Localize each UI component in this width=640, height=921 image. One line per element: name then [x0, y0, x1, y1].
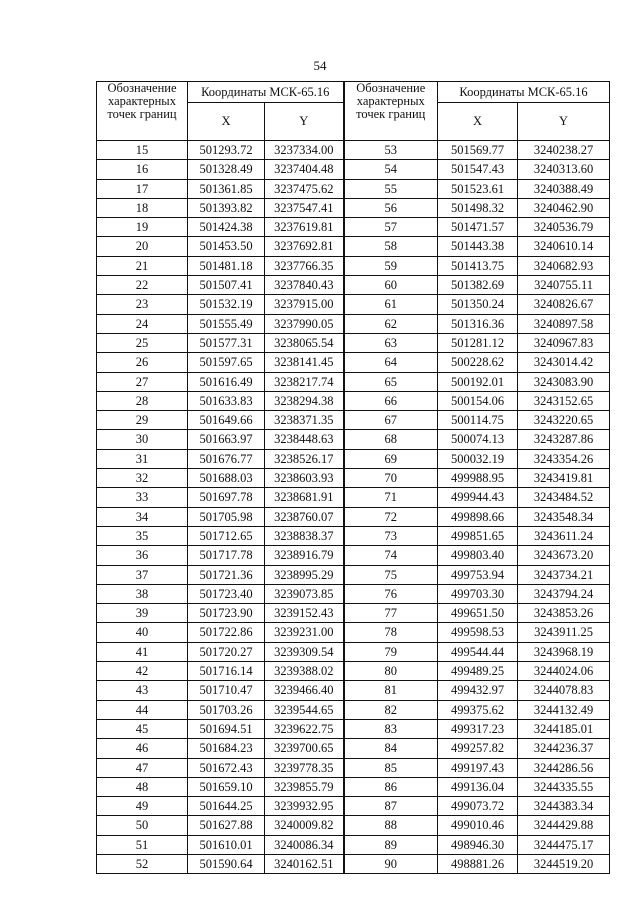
table-row: [97, 623, 610, 642]
left-y-coordinate: 3239152.43: [265, 604, 344, 623]
left-point-number: 25: [97, 333, 188, 352]
left-y-coordinate: 3240162.51: [265, 854, 344, 873]
table-row: [97, 391, 610, 410]
right-y-coordinate: 3244078.83: [518, 681, 610, 700]
right-point-number: 63: [344, 333, 438, 352]
left-x-coordinate: 501688.03: [188, 469, 265, 488]
left-y-coordinate: 3240009.82: [265, 816, 344, 835]
left-point-number: 32: [97, 469, 188, 488]
left-x-coordinate: 501703.26: [188, 700, 265, 719]
right-point-number: 73: [344, 526, 438, 545]
right-point-number: 86: [344, 777, 438, 796]
table-row: [97, 719, 610, 738]
left-x-coordinate: 501633.83: [188, 391, 265, 410]
left-y-coordinate: 3239466.40: [265, 681, 344, 700]
left-x-coordinate: 501361.85: [188, 179, 265, 198]
left-y-coordinate: 3237692.81: [265, 237, 344, 256]
right-x-coordinate: 501547.43: [438, 160, 518, 179]
left-point-number: 51: [97, 835, 188, 854]
right-y-coordinate: 3240462.90: [518, 198, 610, 217]
table-body: [97, 141, 610, 874]
right-point-number: 87: [344, 797, 438, 816]
left-point-number: 19: [97, 218, 188, 237]
table-row: [97, 662, 610, 681]
right-y-coordinate: 3240682.93: [518, 256, 610, 275]
right-x-coordinate: 499944.43: [438, 488, 518, 507]
left-y-coordinate: 3238995.29: [265, 565, 344, 584]
header-point-line1: Обозначение: [107, 81, 177, 95]
right-y-coordinate: 3243734.21: [518, 565, 610, 584]
table-row: [97, 218, 610, 237]
left-y-coordinate: 3238760.07: [265, 507, 344, 526]
right-point-number: 59: [344, 256, 438, 275]
right-x-coordinate: 501569.77: [438, 141, 518, 160]
left-point-number: 50: [97, 816, 188, 835]
left-point-number: 23: [97, 295, 188, 314]
left-point-number: 22: [97, 276, 188, 295]
left-point-number: 15: [97, 141, 188, 160]
right-x-coordinate: 499703.30: [438, 584, 518, 603]
table-row: [97, 237, 610, 256]
table-row: [97, 777, 610, 796]
left-point-number: 45: [97, 719, 188, 738]
right-point-number: 72: [344, 507, 438, 526]
header-coordinates-right: Координаты МСК-65.16: [438, 82, 610, 103]
left-y-coordinate: 3238294.38: [265, 391, 344, 410]
left-point-number: 38: [97, 584, 188, 603]
right-x-coordinate: 500228.62: [438, 353, 518, 372]
right-point-number: 69: [344, 449, 438, 468]
left-x-coordinate: 501590.64: [188, 854, 265, 873]
right-point-number: 57: [344, 218, 438, 237]
left-x-coordinate: 501393.82: [188, 198, 265, 217]
right-y-coordinate: 3243220.65: [518, 411, 610, 430]
left-y-coordinate: 3239700.65: [265, 739, 344, 758]
right-y-coordinate: 3243014.42: [518, 353, 610, 372]
left-y-coordinate: 3237334.00: [265, 141, 344, 160]
right-point-number: 60: [344, 276, 438, 295]
table-row: [97, 333, 610, 352]
right-point-number: 78: [344, 623, 438, 642]
table-row: [97, 642, 610, 661]
right-point-number: 71: [344, 488, 438, 507]
right-point-number: 67: [344, 411, 438, 430]
header-point-line1: Обозначение: [356, 81, 426, 95]
right-point-number: 66: [344, 391, 438, 410]
left-point-number: 48: [97, 777, 188, 796]
right-point-number: 75: [344, 565, 438, 584]
table-row: [97, 179, 610, 198]
left-y-coordinate: 3238065.54: [265, 333, 344, 352]
left-x-coordinate: 501644.25: [188, 797, 265, 816]
left-x-coordinate: 501293.72: [188, 141, 265, 160]
right-point-number: 80: [344, 662, 438, 681]
table-row: [97, 256, 610, 275]
left-y-coordinate: 3237404.48: [265, 160, 344, 179]
right-y-coordinate: 3243419.81: [518, 469, 610, 488]
left-y-coordinate: 3239932.95: [265, 797, 344, 816]
right-point-number: 65: [344, 372, 438, 391]
left-y-coordinate: 3238217.74: [265, 372, 344, 391]
table-row: [97, 411, 610, 430]
header-coordinates-left: Координаты МСК-65.16: [188, 82, 344, 103]
right-y-coordinate: 3240388.49: [518, 179, 610, 198]
right-point-number: 88: [344, 816, 438, 835]
right-y-coordinate: 3243287.86: [518, 430, 610, 449]
table-row: [97, 835, 610, 854]
right-y-coordinate: 3240313.60: [518, 160, 610, 179]
left-point-number: 49: [97, 797, 188, 816]
left-y-coordinate: 3238681.91: [265, 488, 344, 507]
right-y-coordinate: 3244132.49: [518, 700, 610, 719]
left-y-coordinate: 3237840.43: [265, 276, 344, 295]
right-y-coordinate: 3244429.88: [518, 816, 610, 835]
left-point-number: 52: [97, 854, 188, 873]
left-x-coordinate: 501663.97: [188, 430, 265, 449]
left-y-coordinate: 3237990.05: [265, 314, 344, 333]
left-y-coordinate: 3237547.41: [265, 198, 344, 217]
left-x-coordinate: 501721.36: [188, 565, 265, 584]
left-x-coordinate: 501577.31: [188, 333, 265, 352]
right-point-number: 85: [344, 758, 438, 777]
right-x-coordinate: 499489.25: [438, 662, 518, 681]
right-y-coordinate: 3243911.25: [518, 623, 610, 642]
left-point-number: 24: [97, 314, 188, 333]
left-point-number: 16: [97, 160, 188, 179]
right-x-coordinate: 498946.30: [438, 835, 518, 854]
right-x-coordinate: 500074.13: [438, 430, 518, 449]
coordinates-table: [96, 81, 610, 874]
header-point-line2: характерных: [356, 94, 425, 108]
left-x-coordinate: 501627.88: [188, 816, 265, 835]
left-x-coordinate: 501676.77: [188, 449, 265, 468]
left-y-coordinate: 3239388.02: [265, 662, 344, 681]
left-x-coordinate: 501453.50: [188, 237, 265, 256]
table-row: [97, 546, 610, 565]
right-x-coordinate: 501443.38: [438, 237, 518, 256]
left-point-number: 34: [97, 507, 188, 526]
right-y-coordinate: 3243152.65: [518, 391, 610, 410]
right-y-coordinate: 3243548.34: [518, 507, 610, 526]
right-point-number: 83: [344, 719, 438, 738]
table-row: [97, 758, 610, 777]
table-row: [97, 739, 610, 758]
table-row: [97, 353, 610, 372]
right-y-coordinate: 3243354.26: [518, 449, 610, 468]
left-point-number: 29: [97, 411, 188, 430]
right-y-coordinate: 3240967.83: [518, 333, 610, 352]
left-point-number: 37: [97, 565, 188, 584]
left-x-coordinate: 501717.78: [188, 546, 265, 565]
right-point-number: 90: [344, 854, 438, 873]
right-y-coordinate: 3243083.90: [518, 372, 610, 391]
right-x-coordinate: 499803.40: [438, 546, 518, 565]
right-x-coordinate: 500114.75: [438, 411, 518, 430]
right-x-coordinate: 500154.06: [438, 391, 518, 410]
left-x-coordinate: 501697.78: [188, 488, 265, 507]
left-point-number: 26: [97, 353, 188, 372]
right-y-coordinate: 3240610.14: [518, 237, 610, 256]
right-x-coordinate: 501350.24: [438, 295, 518, 314]
right-x-coordinate: 499753.94: [438, 565, 518, 584]
left-x-coordinate: 501424.38: [188, 218, 265, 237]
right-x-coordinate: 499257.82: [438, 739, 518, 758]
left-x-coordinate: 501616.49: [188, 372, 265, 391]
right-y-coordinate: 3244024.06: [518, 662, 610, 681]
left-x-coordinate: 501710.47: [188, 681, 265, 700]
left-point-number: 33: [97, 488, 188, 507]
left-x-coordinate: 501723.90: [188, 604, 265, 623]
left-y-coordinate: 3238603.93: [265, 469, 344, 488]
left-y-coordinate: 3237766.35: [265, 256, 344, 275]
header-y-left: Y: [265, 103, 344, 141]
left-y-coordinate: 3239073.85: [265, 584, 344, 603]
right-y-coordinate: 3244335.55: [518, 777, 610, 796]
right-y-coordinate: 3240755.11: [518, 276, 610, 295]
right-point-number: 53: [344, 141, 438, 160]
right-x-coordinate: 501413.75: [438, 256, 518, 275]
header-point-designation-right: [344, 82, 438, 141]
right-y-coordinate: 3244286.56: [518, 758, 610, 777]
header-point-line3: точек границ: [107, 107, 177, 121]
right-point-number: 74: [344, 546, 438, 565]
right-x-coordinate: 501498.32: [438, 198, 518, 217]
right-y-coordinate: 3243484.52: [518, 488, 610, 507]
left-point-number: 43: [97, 681, 188, 700]
left-point-number: 18: [97, 198, 188, 217]
right-point-number: 76: [344, 584, 438, 603]
left-y-coordinate: 3237915.00: [265, 295, 344, 314]
right-x-coordinate: 499851.65: [438, 526, 518, 545]
right-x-coordinate: 499197.43: [438, 758, 518, 777]
page-number: 54: [313, 58, 327, 73]
right-x-coordinate: 499598.53: [438, 623, 518, 642]
table-row: [97, 276, 610, 295]
table-row: [97, 295, 610, 314]
right-y-coordinate: 3243968.19: [518, 642, 610, 661]
right-point-number: 82: [344, 700, 438, 719]
left-y-coordinate: 3238838.37: [265, 526, 344, 545]
left-x-coordinate: 501720.27: [188, 642, 265, 661]
right-point-number: 77: [344, 604, 438, 623]
header-x-left: X: [188, 103, 265, 141]
left-x-coordinate: 501555.49: [188, 314, 265, 333]
right-y-coordinate: 3240536.79: [518, 218, 610, 237]
right-x-coordinate: 499136.04: [438, 777, 518, 796]
right-point-number: 64: [344, 353, 438, 372]
right-point-number: 84: [344, 739, 438, 758]
left-x-coordinate: 501649.66: [188, 411, 265, 430]
left-point-number: 42: [97, 662, 188, 681]
right-x-coordinate: 501471.57: [438, 218, 518, 237]
right-point-number: 79: [344, 642, 438, 661]
right-y-coordinate: 3244475.17: [518, 835, 610, 854]
table-row: [97, 488, 610, 507]
left-point-number: 20: [97, 237, 188, 256]
right-y-coordinate: 3243673.20: [518, 546, 610, 565]
table-row: [97, 430, 610, 449]
header-point-designation: [97, 82, 188, 141]
right-y-coordinate: 3243794.24: [518, 584, 610, 603]
right-x-coordinate: 499432.97: [438, 681, 518, 700]
header-x-right: X: [438, 103, 518, 141]
right-point-number: 62: [344, 314, 438, 333]
table-row: [97, 141, 610, 160]
left-y-coordinate: 3239309.54: [265, 642, 344, 661]
right-y-coordinate: 3240826.67: [518, 295, 610, 314]
right-x-coordinate: 499544.44: [438, 642, 518, 661]
right-y-coordinate: 3244236.37: [518, 739, 610, 758]
left-x-coordinate: 501328.49: [188, 160, 265, 179]
left-point-number: 31: [97, 449, 188, 468]
left-point-number: 28: [97, 391, 188, 410]
left-point-number: 17: [97, 179, 188, 198]
table-row: [97, 700, 610, 719]
right-x-coordinate: 501316.36: [438, 314, 518, 333]
right-x-coordinate: 500032.19: [438, 449, 518, 468]
right-point-number: 54: [344, 160, 438, 179]
left-x-coordinate: 501712.65: [188, 526, 265, 545]
left-point-number: 46: [97, 739, 188, 758]
left-y-coordinate: 3238371.35: [265, 411, 344, 430]
left-x-coordinate: 501481.18: [188, 256, 265, 275]
table-row: [97, 160, 610, 179]
table-row: [97, 469, 610, 488]
left-y-coordinate: 3238916.79: [265, 546, 344, 565]
left-y-coordinate: 3237475.62: [265, 179, 344, 198]
left-y-coordinate: 3239231.00: [265, 623, 344, 642]
right-x-coordinate: 499010.46: [438, 816, 518, 835]
table-row: [97, 314, 610, 333]
left-x-coordinate: 501610.01: [188, 835, 265, 854]
right-y-coordinate: 3244185.01: [518, 719, 610, 738]
left-y-coordinate: 3239855.79: [265, 777, 344, 796]
right-point-number: 89: [344, 835, 438, 854]
table-row: [97, 372, 610, 391]
left-x-coordinate: 501684.23: [188, 739, 265, 758]
left-point-number: 35: [97, 526, 188, 545]
left-y-coordinate: 3238526.17: [265, 449, 344, 468]
right-y-coordinate: 3240897.58: [518, 314, 610, 333]
table-row: [97, 797, 610, 816]
right-x-coordinate: 499898.66: [438, 507, 518, 526]
right-point-number: 61: [344, 295, 438, 314]
table-row: [97, 816, 610, 835]
right-point-number: 58: [344, 237, 438, 256]
left-y-coordinate: 3239778.35: [265, 758, 344, 777]
left-point-number: 47: [97, 758, 188, 777]
left-point-number: 40: [97, 623, 188, 642]
left-x-coordinate: 501705.98: [188, 507, 265, 526]
right-x-coordinate: 499375.62: [438, 700, 518, 719]
table-row: [97, 854, 610, 873]
table-row: [97, 604, 610, 623]
left-point-number: 36: [97, 546, 188, 565]
right-x-coordinate: 499073.72: [438, 797, 518, 816]
right-y-coordinate: 3243853.26: [518, 604, 610, 623]
table-row: [97, 681, 610, 700]
left-x-coordinate: 501532.19: [188, 295, 265, 314]
right-x-coordinate: 501281.12: [438, 333, 518, 352]
left-y-coordinate: 3238141.45: [265, 353, 344, 372]
table-row: [97, 526, 610, 545]
table-row: [97, 449, 610, 468]
right-x-coordinate: 499988.95: [438, 469, 518, 488]
left-x-coordinate: 501672.43: [188, 758, 265, 777]
right-x-coordinate: 499651.50: [438, 604, 518, 623]
right-x-coordinate: 499317.23: [438, 719, 518, 738]
right-point-number: 81: [344, 681, 438, 700]
left-point-number: 21: [97, 256, 188, 275]
left-point-number: 39: [97, 604, 188, 623]
right-y-coordinate: 3243611.24: [518, 526, 610, 545]
header-point-line2: характерных: [108, 94, 176, 108]
right-x-coordinate: 500192.01: [438, 372, 518, 391]
table-row: [97, 198, 610, 217]
left-point-number: 44: [97, 700, 188, 719]
left-y-coordinate: 3238448.63: [265, 430, 344, 449]
left-x-coordinate: 501723.40: [188, 584, 265, 603]
left-point-number: 27: [97, 372, 188, 391]
right-y-coordinate: 3244383.34: [518, 797, 610, 816]
left-y-coordinate: 3237619.81: [265, 218, 344, 237]
left-y-coordinate: 3239622.75: [265, 719, 344, 738]
left-x-coordinate: 501507.41: [188, 276, 265, 295]
right-x-coordinate: 501382.69: [438, 276, 518, 295]
left-x-coordinate: 501659.10: [188, 777, 265, 796]
header-row-top: [97, 82, 610, 103]
left-y-coordinate: 3239544.65: [265, 700, 344, 719]
left-x-coordinate: 501722.86: [188, 623, 265, 642]
header-y-right: Y: [518, 103, 610, 141]
left-x-coordinate: 501694.51: [188, 719, 265, 738]
right-point-number: 68: [344, 430, 438, 449]
left-point-number: 30: [97, 430, 188, 449]
left-x-coordinate: 501716.14: [188, 662, 265, 681]
right-point-number: 56: [344, 198, 438, 217]
table-row: [97, 565, 610, 584]
left-point-number: 41: [97, 642, 188, 661]
right-x-coordinate: 498881.26: [438, 854, 518, 873]
header-point-line3: точек границ: [356, 107, 426, 121]
right-x-coordinate: 501523.61: [438, 179, 518, 198]
right-point-number: 70: [344, 469, 438, 488]
table-row: [97, 584, 610, 603]
right-point-number: 55: [344, 179, 438, 198]
left-x-coordinate: 501597.65: [188, 353, 265, 372]
right-y-coordinate: 3240238.27: [518, 141, 610, 160]
table-header: [97, 82, 610, 141]
right-y-coordinate: 3244519.20: [518, 854, 610, 873]
table-row: [97, 507, 610, 526]
left-y-coordinate: 3240086.34: [265, 835, 344, 854]
